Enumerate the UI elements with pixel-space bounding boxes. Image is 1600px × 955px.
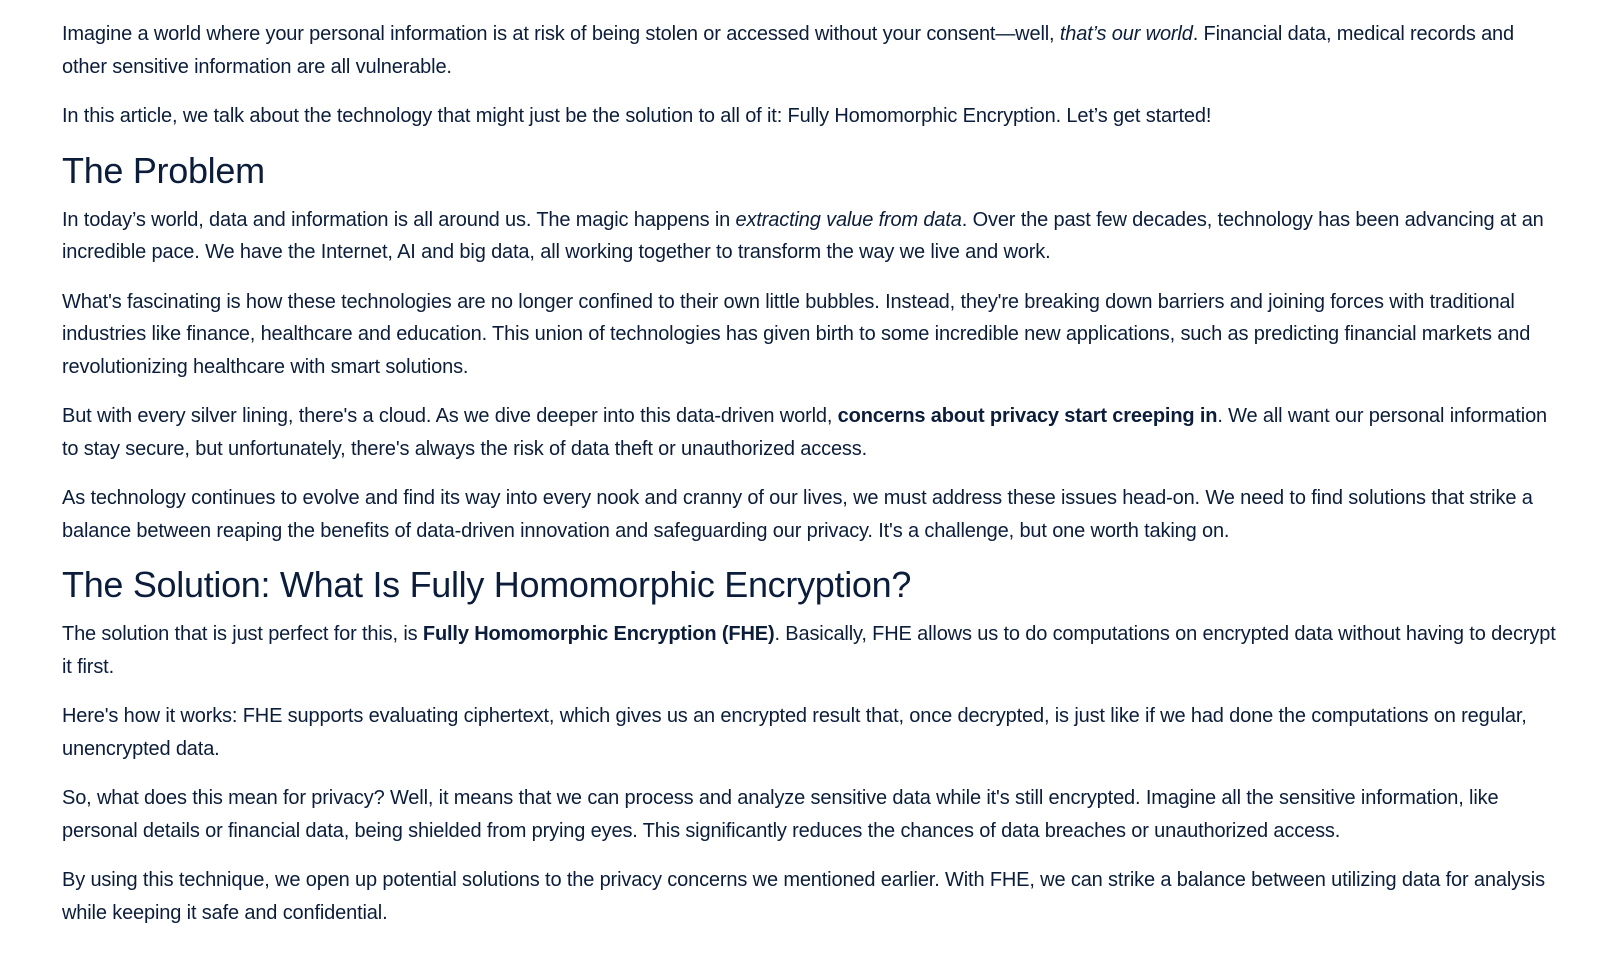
- solution-paragraph-1: [62, 618, 1560, 683]
- section-heading-problem: The Problem: [62, 149, 265, 191]
- bold-text: concerns about privacy start creeping in: [837, 405, 1218, 427]
- text-span: Imagine a world where your personal information is at risk of being stolen or accessed without your consent—well,: [62, 23, 1060, 45]
- intro-paragraph-1: [62, 18, 1560, 83]
- text-span: . Basically, FHE allows us to do computations on encrypted data without having to decrypt it first.: [62, 623, 1556, 678]
- section-heading-solution: The Solution: What Is Fully Homomorphic Encryption?: [62, 564, 912, 605]
- text-span: . We all want our personal information to stay secure, but unfortunately, there's always the risk of data theft or unauthorized access.: [62, 405, 1548, 460]
- text-span: . Financial data, medical records and other sensitive information are all vulnerable.: [62, 23, 1514, 78]
- problem-paragraph-3: [62, 400, 1560, 465]
- text-span: The solution that is just perfect for this, is: [62, 623, 423, 645]
- solution-paragraph-4: By using this technique, we open up potential solutions to the privacy concerns we mentioned earlier. With FHE, we can strike a balance between utilizing data for analysis while keeping it safe and confidential.: [62, 869, 1545, 924]
- intro-paragraph-2: In this article, we talk about the technology that might just be the solution to all of it: Fully Homomorphic Encryption. Let’s get started!: [62, 105, 1212, 127]
- text-span: In today’s world, data and information is all around us. The magic happens in: [62, 208, 736, 231]
- problem-paragraph-2: What's fascinating is how these technologies are no longer confined to their own little bubbles. Instead, they're breaking down barriers and joining forces with traditional industries like finance, healthcare and education. This union of technologies has given birth to some incredible new applications, such as predicting financial markets and revolutionizing healthcare with smart solutions.: [62, 290, 1531, 378]
- text-span: . Over the past few decades, technology has been advancing at an incredible pace. We have the Internet, AI and big data, all working together to transform the way we live and work.: [62, 208, 1544, 263]
- solution-paragraph-3: So, what does this mean for privacy? Well, it means that we can process and analyze sensitive data while it's still encrypted. Imagine all the sensitive information, like personal details or financial data, being shielded from prying eyes. This significantly reduces the chances of data breaches or unauthorized access.: [62, 787, 1499, 842]
- emphasis-text: that’s our world: [1059, 23, 1193, 45]
- bold-text: Fully Homomorphic Encryption (FHE): [422, 623, 775, 645]
- solution-paragraph-2: Here's how it works: FHE supports evaluating ciphertext, which gives us an encrypted result that, once decrypted, is just like if we had done the computations on regular, unencrypted data.: [62, 705, 1527, 760]
- problem-paragraph-1: [62, 204, 1560, 269]
- emphasis-text: extracting value from data: [735, 208, 962, 231]
- text-span: But with every silver lining, there's a cloud. As we dive deeper into this data-driven world,: [62, 405, 838, 427]
- problem-paragraph-4: As technology continues to evolve and find its way into every nook and cranny of our lives, we must address these issues head-on. We need to find solutions that strike a balance between reaping the benefits of data-driven innovation and safeguarding our privacy. It's a challenge, but one worth taking on.: [62, 487, 1533, 542]
